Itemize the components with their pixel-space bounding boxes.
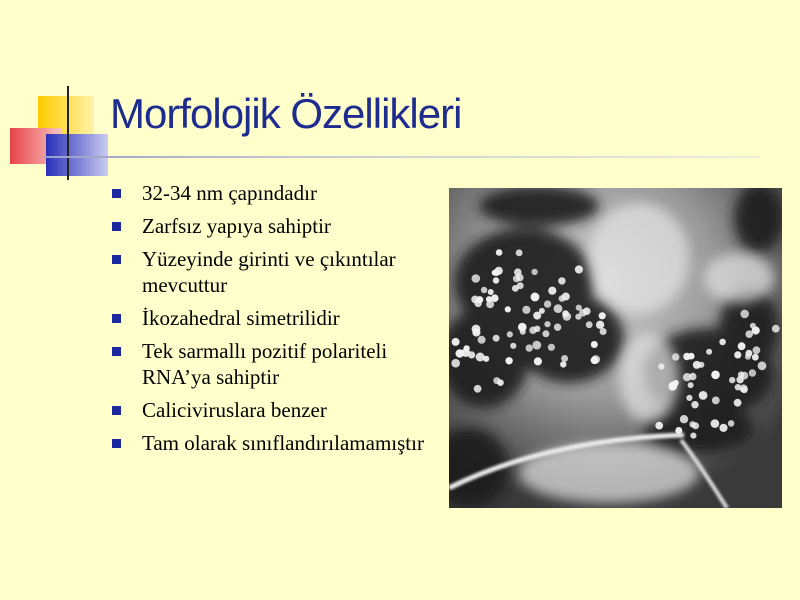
square-bullet-icon [112, 189, 121, 198]
square-bullet-icon [112, 255, 121, 264]
virus-particle [559, 295, 566, 302]
virus-particle [496, 249, 503, 256]
virus-particle [586, 321, 593, 328]
virus-particle [745, 354, 751, 360]
virus-particle [599, 312, 606, 319]
virus-particle [596, 321, 604, 329]
virus-particle [729, 377, 735, 383]
virus-particle [476, 353, 485, 362]
virus-particle [513, 275, 520, 282]
virus-particle [526, 344, 533, 351]
slide-title: Morfolojik Özellikleri [110, 90, 462, 137]
virus-particle [532, 293, 538, 299]
virus-particle [558, 277, 565, 284]
virus-particle [738, 342, 746, 350]
virus-particle [711, 419, 720, 428]
virus-particle [476, 296, 483, 303]
virus-particle [510, 343, 516, 349]
virus-particle [739, 384, 747, 392]
virus-particle [472, 274, 481, 283]
virus-particle [542, 330, 549, 337]
virus-particle [706, 349, 712, 355]
virus-particle [683, 373, 691, 381]
virus-particle [692, 422, 699, 429]
virus-particle [492, 270, 498, 276]
virus-particle [516, 249, 523, 256]
virus-particle [505, 357, 512, 364]
virus-particle [680, 415, 688, 423]
virus-particle [693, 361, 701, 369]
virus-particle [548, 287, 556, 295]
bullet-list [110, 180, 440, 463]
virus-particle [752, 354, 759, 361]
virus-particle [753, 346, 761, 354]
virus-particle [734, 399, 742, 407]
list-item: İkozahedral simetrilidir [110, 305, 440, 331]
list-item: Yüzeyinde girinti ve çıkıntılar mevcuttur [110, 246, 440, 298]
virus-particle [591, 341, 598, 348]
virus-particle [452, 338, 460, 346]
virus-particle [561, 355, 568, 362]
virus-particle [672, 353, 679, 360]
virus-particle [539, 308, 545, 314]
list-item: Zarfsız yapıya sahiptir [110, 213, 440, 239]
virus-particle [772, 325, 780, 333]
virus-particle [658, 363, 664, 369]
virus-particle [600, 328, 607, 335]
virus-particle [690, 433, 696, 439]
square-bullet-icon [112, 222, 121, 231]
virus-particle [734, 351, 741, 358]
virus-particle [491, 294, 499, 302]
virus-particle [758, 361, 767, 370]
virus-particle [750, 323, 756, 329]
corner-decoration [0, 0, 120, 190]
square-bullet-icon [112, 347, 121, 356]
virus-particle [497, 379, 504, 386]
list-item: 32-34 nm çapındadır [110, 180, 440, 206]
virus-particle [472, 328, 480, 336]
virus-particle [481, 287, 487, 293]
virus-particle [488, 289, 494, 295]
virus-particle [736, 376, 743, 383]
square-bullet-icon [112, 314, 121, 323]
virus-particle [520, 329, 526, 335]
virus-particle [749, 369, 756, 376]
virus-particle [719, 339, 726, 346]
virus-particle [548, 344, 555, 351]
virus-particle [699, 391, 708, 400]
virus-particle [507, 331, 513, 337]
list-item: Tek sarmallı pozitif polariteli RNA’ya sahiptir [110, 338, 440, 390]
virus-particle [691, 401, 698, 408]
virus-particle [493, 277, 499, 283]
list-item: Tam olarak sınıflandırılamamıştır [110, 430, 440, 456]
virus-micrograph-image [449, 188, 782, 508]
virus-particle [512, 285, 519, 292]
virus-micrograph-icon [449, 188, 782, 508]
square-bullet-icon [112, 439, 121, 448]
virus-particle [579, 309, 587, 317]
virus-particle [531, 269, 537, 275]
virus-particle [544, 321, 550, 327]
virus-particle [522, 306, 530, 314]
virus-particle [560, 361, 566, 367]
virus-particle [686, 395, 692, 401]
virus-particle [534, 357, 542, 365]
virus-particle [668, 383, 676, 391]
virus-particle [544, 300, 551, 307]
virus-particle [451, 359, 460, 368]
virus-particle [505, 306, 511, 312]
virus-particle [562, 310, 569, 317]
virus-particle [719, 424, 727, 432]
virus-particle [478, 336, 486, 344]
virus-particle [534, 326, 540, 332]
virus-particle [483, 356, 489, 362]
virus-particle [468, 351, 475, 358]
virus-particle [575, 265, 583, 273]
virus-particle [474, 385, 482, 393]
virus-particle [554, 324, 561, 331]
virus-particle [655, 422, 663, 430]
virus-particle [740, 310, 749, 319]
virus-particle [711, 371, 720, 380]
virus-particle [532, 341, 541, 350]
virus-particle [554, 304, 563, 313]
virus-particle [514, 268, 522, 276]
square-bullet-icon [112, 406, 121, 415]
virus-particle [712, 397, 720, 405]
virus-particle [493, 335, 500, 342]
list-item: Caliciviruslara benzer [110, 397, 440, 423]
virus-particle [728, 420, 735, 427]
virus-particle [683, 353, 690, 360]
virus-particle [688, 382, 694, 388]
virus-particle [591, 356, 599, 364]
title-divider [44, 156, 760, 158]
virus-particle [675, 427, 682, 434]
